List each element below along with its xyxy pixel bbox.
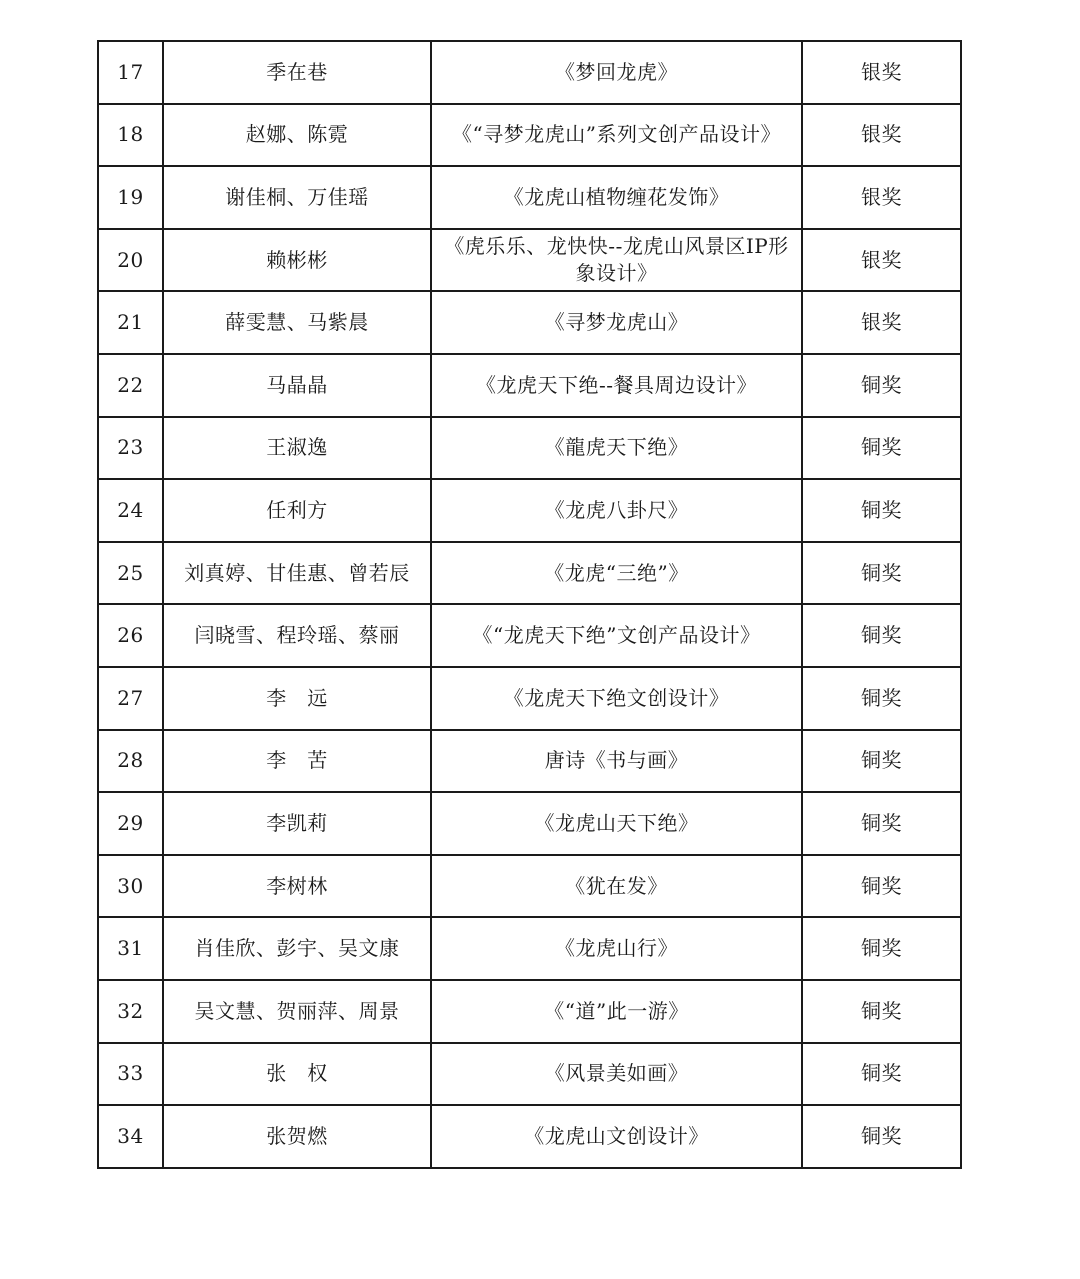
- row-number: 22: [98, 354, 163, 417]
- award-level: 铜奖: [802, 980, 961, 1043]
- work-title: 《龙虎山行》: [431, 917, 802, 980]
- award-level: 铜奖: [802, 730, 961, 793]
- table-row: [98, 229, 961, 292]
- award-level: 铜奖: [802, 354, 961, 417]
- award-level: 银奖: [802, 41, 961, 104]
- author-names: 张 权: [163, 1043, 431, 1106]
- row-number: 25: [98, 542, 163, 605]
- work-title: 《“龙虎天下绝”文创产品设计》: [431, 604, 802, 667]
- row-number: 33: [98, 1043, 163, 1106]
- work-title: 《犹在发》: [431, 855, 802, 918]
- award-level: 铜奖: [802, 542, 961, 605]
- row-number: 21: [98, 291, 163, 354]
- work-title: 《龙虎八卦尺》: [431, 479, 802, 542]
- row-number: 29: [98, 792, 163, 855]
- award-level: 铜奖: [802, 604, 961, 667]
- author-names: 张贺燃: [163, 1105, 431, 1168]
- author-names: 季在巷: [163, 41, 431, 104]
- work-title: 《龙虎山植物缠花发饰》: [431, 166, 802, 229]
- table-row: [98, 291, 961, 354]
- table-row: [98, 1043, 961, 1106]
- table-row: [98, 166, 961, 229]
- table-row: [98, 604, 961, 667]
- work-title: 《“道”此一游》: [431, 980, 802, 1043]
- author-names: 吴文慧、贺丽萍、周景: [163, 980, 431, 1043]
- work-title: 《风景美如画》: [431, 1043, 802, 1106]
- work-title: 《“寻梦龙虎山”系列文创产品设计》: [431, 104, 802, 167]
- award-level: 铜奖: [802, 479, 961, 542]
- work-title: 唐诗《书与画》: [431, 730, 802, 793]
- author-names: 任利方: [163, 479, 431, 542]
- author-names: 赵娜、陈霓: [163, 104, 431, 167]
- row-number: 28: [98, 730, 163, 793]
- work-title: 《龙虎山天下绝》: [431, 792, 802, 855]
- work-title: 《寻梦龙虎山》: [431, 291, 802, 354]
- author-names: 闫晓雪、程玲瑶、蔡丽: [163, 604, 431, 667]
- work-title: 《龙虎“三绝”》: [431, 542, 802, 605]
- row-number: 26: [98, 604, 163, 667]
- award-level: 铜奖: [802, 792, 961, 855]
- author-names: 赖彬彬: [163, 229, 431, 292]
- row-number: 17: [98, 41, 163, 104]
- row-number: 30: [98, 855, 163, 918]
- work-title: 《梦回龙虎》: [431, 41, 802, 104]
- author-names: 谢佳桐、万佳瑶: [163, 166, 431, 229]
- table-row: [98, 917, 961, 980]
- table-row: [98, 354, 961, 417]
- row-number: 20: [98, 229, 163, 292]
- table-row: [98, 730, 961, 793]
- row-number: 24: [98, 479, 163, 542]
- row-number: 19: [98, 166, 163, 229]
- author-names: 李 苦: [163, 730, 431, 793]
- table-row: [98, 980, 961, 1043]
- table-row: [98, 417, 961, 480]
- award-level: 铜奖: [802, 917, 961, 980]
- award-level: 铜奖: [802, 417, 961, 480]
- row-number: 32: [98, 980, 163, 1043]
- author-names: 李 远: [163, 667, 431, 730]
- work-title: 《龙虎山文创设计》: [431, 1105, 802, 1168]
- table-row: [98, 104, 961, 167]
- table-row: [98, 667, 961, 730]
- author-names: 马晶晶: [163, 354, 431, 417]
- work-title: 《龙虎天下绝文创设计》: [431, 667, 802, 730]
- author-names: 李树林: [163, 855, 431, 918]
- table-row: [98, 479, 961, 542]
- work-title: 《龍虎天下绝》: [431, 417, 802, 480]
- award-level: 银奖: [802, 166, 961, 229]
- award-level: 银奖: [802, 229, 961, 292]
- row-number: 27: [98, 667, 163, 730]
- work-title: 《虎乐乐、龙快快--龙虎山风景区IP形象设计》: [431, 229, 802, 292]
- award-level: 铜奖: [802, 1105, 961, 1168]
- award-level: 银奖: [802, 291, 961, 354]
- table-row: [98, 792, 961, 855]
- table-row: [98, 1105, 961, 1168]
- table-row: [98, 41, 961, 104]
- award-level: 铜奖: [802, 1043, 961, 1106]
- row-number: 18: [98, 104, 163, 167]
- row-number: 34: [98, 1105, 163, 1168]
- awards-table: [97, 40, 962, 1169]
- author-names: 王淑逸: [163, 417, 431, 480]
- author-names: 肖佳欣、彭宇、吴文康: [163, 917, 431, 980]
- award-level: 银奖: [802, 104, 961, 167]
- author-names: 薛雯慧、马紫晨: [163, 291, 431, 354]
- row-number: 31: [98, 917, 163, 980]
- row-number: 23: [98, 417, 163, 480]
- author-names: 李凯莉: [163, 792, 431, 855]
- author-names: 刘真婷、甘佳惠、曾若辰: [163, 542, 431, 605]
- award-level: 铜奖: [802, 855, 961, 918]
- work-title: 《龙虎天下绝--餐具周边设计》: [431, 354, 802, 417]
- award-level: 铜奖: [802, 667, 961, 730]
- table-row: [98, 542, 961, 605]
- table-row: [98, 855, 961, 918]
